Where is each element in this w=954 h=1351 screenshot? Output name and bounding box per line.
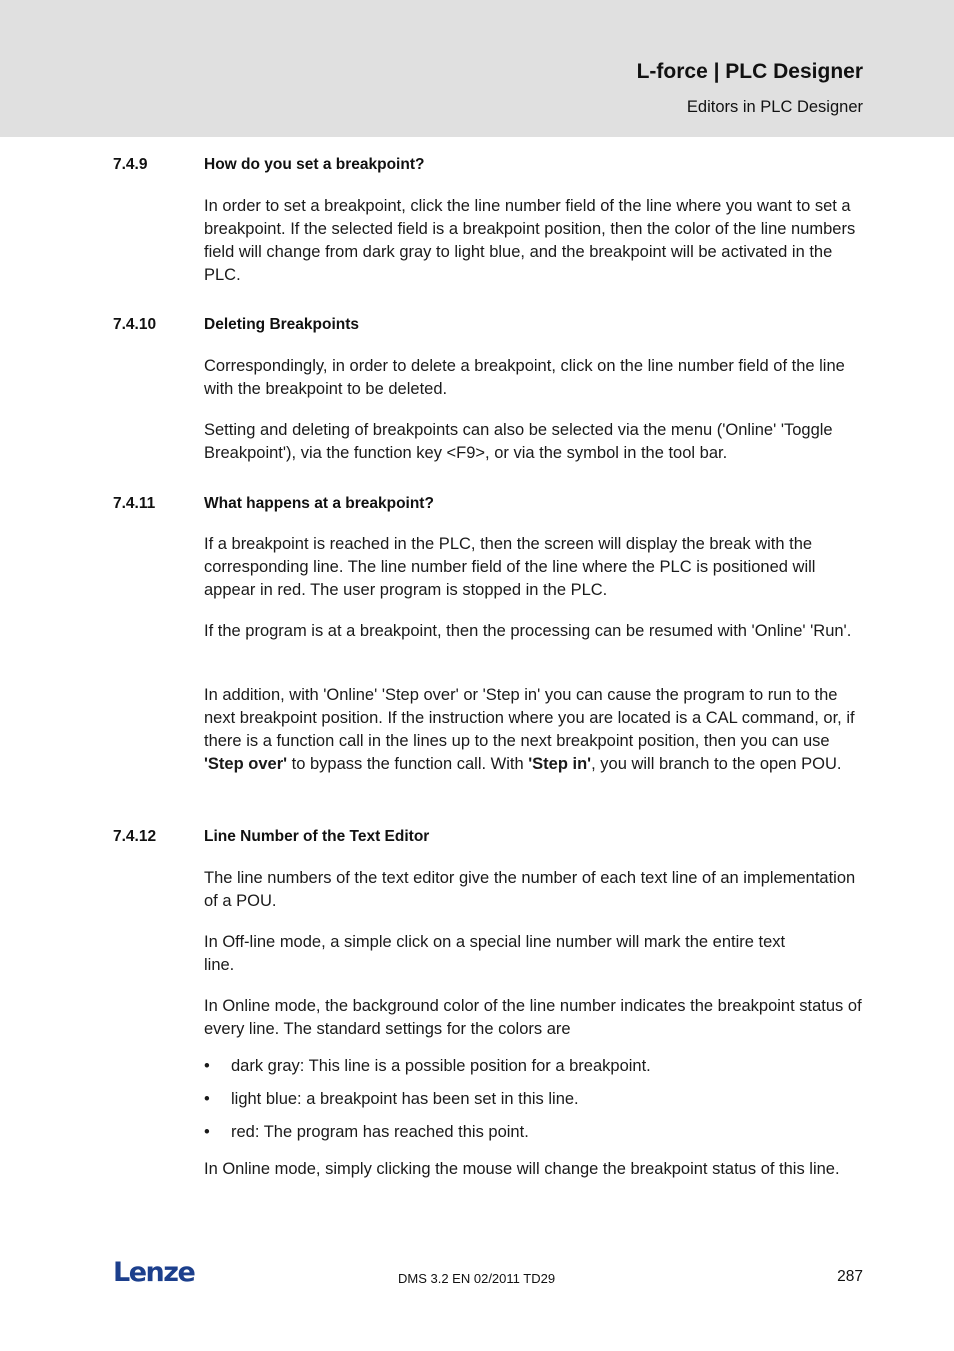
paragraph-text: to bypass the function call. With [287, 755, 529, 773]
chapter-subtitle: Editors in PLC Designer [686, 98, 863, 116]
section-heading: Line Number of the Text Editor [204, 828, 430, 845]
paragraph: Correspondingly, in order to delete a breakpoint, click on the line number field of the line with the breakpoint to be deleted. [204, 357, 845, 398]
step-in-term: 'Step in' [528, 755, 592, 773]
paragraph: In order to set a breakpoint, click the line number field of the line where you want to set a breakpoint. If the selected field is a breakpoint position, then the color of the line numbers field will change from dark gray to light blue, and the breakpoint will be activated in the PLC. [204, 197, 856, 284]
paragraph: In Off-line mode, a simple click on a special line number will mark the entire text line. [204, 933, 786, 974]
document-title: L-force | PLC Designer [636, 60, 863, 83]
paragraph: In Online mode, the background color of the line number indicates the breakpoint status of every line. The standard settings for the colors are [204, 997, 862, 1038]
paragraph-step-commands [204, 684, 864, 776]
paragraph: If a breakpoint is reached in the PLC, then the screen will display the break with the corresponding line. The line number field of the line where the PLC is positioned will appear in red. The user program is stopped in the PLC. [204, 535, 816, 599]
paragraph: If the program is at a breakpoint, then the processing can be resumed with 'Online' 'Run'. [204, 622, 852, 640]
section-number: 7.4.11 [113, 495, 156, 512]
list-item-text: light blue: a breakpoint has been set in this line. [231, 1090, 579, 1108]
section-heading: What happens at a breakpoint? [204, 495, 434, 512]
paragraph-text: , you will branch to the open POU. [591, 755, 842, 773]
bullet-icon: • [204, 1090, 210, 1108]
bullet-icon: • [204, 1057, 210, 1075]
document-id: DMS 3.2 EN 02/2011 TD29 [398, 1271, 556, 1286]
paragraph-text: In addition, with 'Online' 'Step over' or 'Step in' you can cause the program to run to the next breakpoint position. If the instruction where you are located is a CAL command, or, if there is a function call in the lines up to the next breakpoint position, then you can use [204, 686, 855, 750]
section-number: 7.4.10 [113, 316, 157, 333]
section-heading: Deleting Breakpoints [204, 316, 360, 333]
list-item-text: red: The program has reached this point. [231, 1123, 529, 1141]
section-number: 7.4.12 [113, 828, 157, 845]
lenze-logo: Lenze [113, 1257, 195, 1288]
section-number: 7.4.9 [113, 156, 148, 173]
paragraph: Setting and deleting of breakpoints can also be selected via the menu ('Online' 'Toggle Breakpoint'), via the function key <F9>, or via the symbol in the tool bar. [204, 421, 833, 462]
list-item-text: dark gray: This line is a possible position for a breakpoint. [231, 1057, 651, 1075]
paragraph: The line numbers of the text editor give the number of each text line of an implementation of a POU. [204, 869, 856, 910]
section-heading: How do you set a breakpoint? [204, 156, 425, 173]
page-number: 287 [837, 1268, 863, 1285]
paragraph: In Online mode, simply clicking the mouse will change the breakpoint status of this line. [204, 1160, 840, 1178]
step-over-term: 'Step over' [204, 755, 288, 773]
bullet-icon: • [204, 1123, 210, 1141]
